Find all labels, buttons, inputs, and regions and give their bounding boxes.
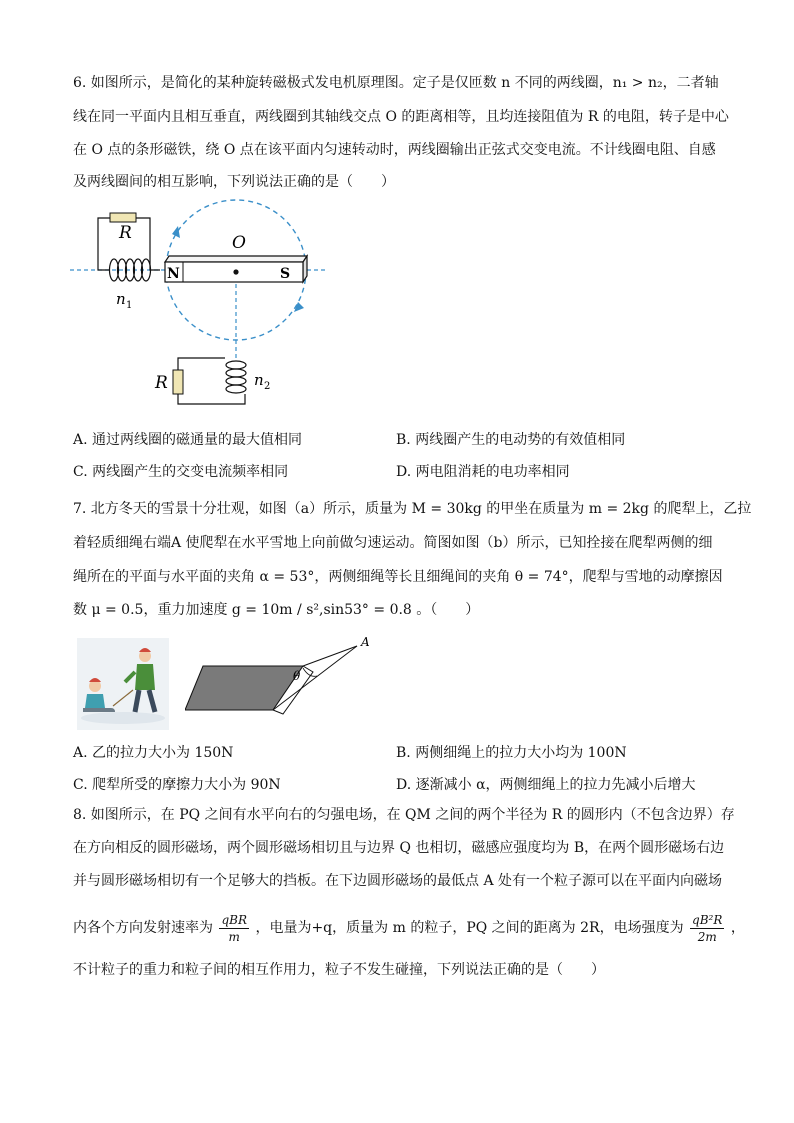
label-R-top: R xyxy=(119,223,132,243)
velocity-numerator: qBR xyxy=(221,912,247,927)
velocity-denominator: m xyxy=(228,929,240,944)
label-S: S xyxy=(280,266,291,282)
resistor-top xyxy=(110,213,136,222)
q7-line-3: 绳所在的平面与水平面的夹角 α = 53°，两侧细绳等长且细绳间的夹角 θ = 74°，爬犁与雪地的动摩擦因 xyxy=(73,569,723,585)
q7-option-b: B. 两侧细绳上的拉力大小均为 100N xyxy=(396,745,627,761)
q8-line-5: 不计粒子的重力和粒子间的相互作用力，粒子不发生碰撞，下列说法正确的是（ ） xyxy=(73,962,605,978)
coil2-wire-top xyxy=(178,358,225,370)
q6-line-2: 线在同一平面内且相互垂直，两线圈到其轴线交点 O 的距离相等，且均连接阻值为 R 的电阻，转子是中心 xyxy=(73,109,729,125)
q8-line-4-part-b: ，电量为+q，质量为 m 的粒子，PQ 之间的距离为 2R，电场强度为 xyxy=(255,920,684,936)
q6-line-4: 及两线圈间的相互影响，下列说法正确的是（ ） xyxy=(73,174,395,190)
q7-line-1: 7. 北方冬天的雪景十分壮观，如图（a）所示，质量为 M = 30kg 的甲坐在质量为 m = 2kg 的爬犁上，乙拉 xyxy=(73,501,752,517)
q8-line-2: 在方向相反的圆形磁场，两个圆形磁场相切且与边界 Q 也相切，磁感应强度均为 B，在两个圆形磁场右边 xyxy=(73,840,725,856)
coil-n2 xyxy=(226,361,246,393)
label-theta: θ xyxy=(293,669,301,683)
snow-ground xyxy=(81,712,165,724)
q7-line-2: 着轻质细绳右端A 使爬犁在水平雪地上向前做匀速运动。简图如图（b）所示，已知拴接在爬犁两侧的细 xyxy=(73,535,713,551)
label-N: N xyxy=(167,266,180,282)
resistor-bottom xyxy=(173,370,183,394)
rope-left xyxy=(303,646,357,666)
pivot-point-O xyxy=(233,269,238,274)
label-n2: n xyxy=(254,371,264,389)
label-O: O xyxy=(232,233,246,253)
velocity-fraction xyxy=(219,912,249,945)
label-R-bottom: R xyxy=(155,373,168,393)
label-A: A xyxy=(361,635,370,649)
sled-body xyxy=(83,708,115,712)
q8-line-4 xyxy=(73,908,745,948)
label-n1: n xyxy=(116,290,126,308)
q8-line-4-part-a: 内各个方向发射速率为 xyxy=(73,920,213,936)
q6-line-3: 在 O 点的条形磁铁，绕 O 点在该平面内匀速转动时，两线圈输出正弦式交变电流。不计线圈电阻、自感 xyxy=(73,142,716,158)
sled-force-diagram xyxy=(185,634,375,716)
coil2-wire-bottom xyxy=(178,394,245,404)
label-n2-sub: 2 xyxy=(264,381,271,392)
q8-line-1: 8. 如图所示，在 PQ 之间有水平向右的匀强电场，在 QM 之间的两个半径为 R 的圆形内（不包含边界）存 xyxy=(73,807,735,823)
q6-line-1: 6. 如图所示，是简化的某种旋转磁极式发电机原理图。定子是仅匝数 n 不同的两线圈，n₁ > n₂，二者轴 xyxy=(73,75,719,91)
magnet-top-face xyxy=(165,256,307,262)
q7-option-a: A. 乙的拉力大小为 150N xyxy=(73,745,234,761)
q6-option-b: B. 两线圈产生的电动势的有效值相同 xyxy=(396,432,626,448)
child-body xyxy=(85,694,105,708)
q6-option-c: C. 两线圈产生的交变电流频率相同 xyxy=(73,464,289,480)
q7-option-d: D. 逐渐减小 α，两侧细绳上的拉力先减小后增大 xyxy=(396,777,696,793)
label-n1-sub: 1 xyxy=(126,300,133,311)
sled-illustration xyxy=(77,638,169,730)
q7-option-c: C. 爬犁所受的摩擦力大小为 90N xyxy=(73,777,281,793)
field-numerator: qB²R xyxy=(692,912,723,927)
rotation-arrow-left-icon xyxy=(172,226,180,238)
q6-option-a: A. 通过两线圈的磁通量的最大值相同 xyxy=(73,432,303,448)
q7-line-4: 数 μ = 0.5，重力加速度 g = 10m / s²,sin53° = 0.8 。（ ） xyxy=(73,602,480,618)
coil1-wire-left xyxy=(98,218,110,270)
field-fraction xyxy=(690,912,724,945)
coil1-wire-right xyxy=(136,218,160,270)
generator-diagram xyxy=(70,198,330,413)
adult-coat xyxy=(135,664,155,690)
field-denominator: 2m xyxy=(697,929,717,944)
q8-line-4-part-c: ， xyxy=(730,920,745,936)
q6-option-d: D. 两电阻消耗的电功率相同 xyxy=(396,464,570,480)
q8-line-3: 并与圆形磁场相切有一个足够大的挡板。在下边圆形磁场的最低点 A 处有一个粒子源可以在平面内向磁场 xyxy=(73,873,723,889)
